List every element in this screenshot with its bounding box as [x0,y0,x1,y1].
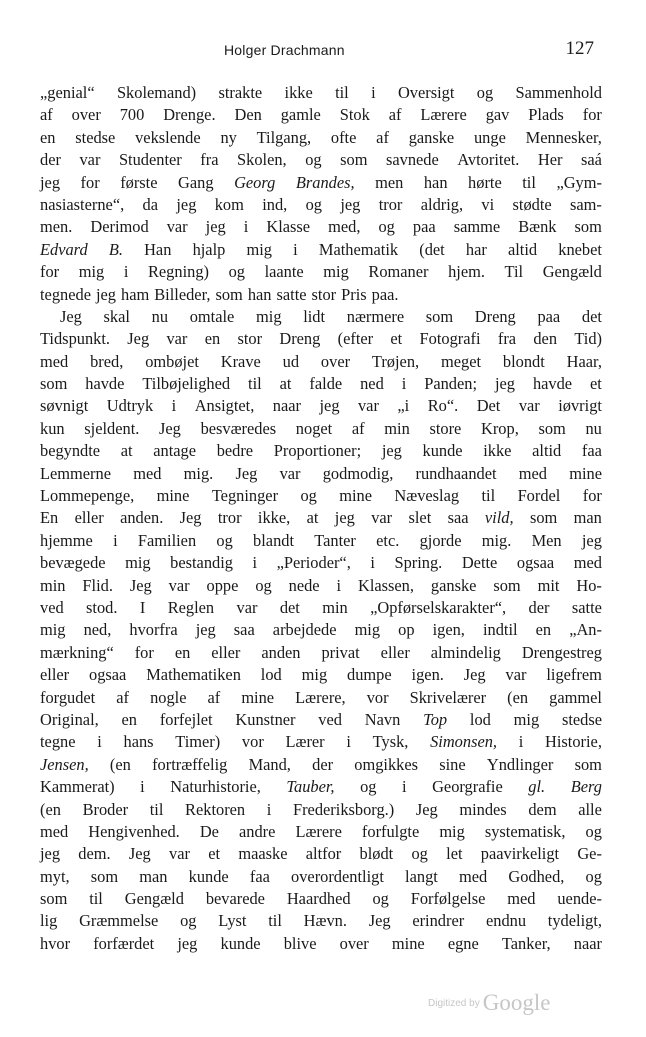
text-line: begyndte at antage bedre Proportioner; jeg kunde ikke altid faa [40,441,602,461]
text-line: med Hengivenhed. De andre Lærere forfulgte mig systematisk, og [40,821,602,841]
text-line: af over 700 Drenge. Den gamle Stok af Lærere gav Plads for [40,105,602,125]
text-line: Kammerat) i Naturhistorie, Tauber, og i Georgrafie gl. Berg [40,777,602,797]
text-line: En eller anden. Jeg tror ikke, at jeg var slet saa vild, som man [40,508,602,528]
text-line: jeg for første Gang Georg Brandes, men han hørte til „Gym- [40,172,602,192]
text-line: søvnigt Udtryk i Ansigtet, naar jeg var „i Ro“. Det var iøvrigt [40,396,602,416]
text-line: som til Gengæld bevarede Haardhed og Forfølgelse med uende- [40,889,602,909]
text-line: lig Græmmelse og Lyst til Hævn. Jeg erindrer endnu tydeligt, [40,911,602,931]
text-line: Tidspunkt. Jeg var en stor Dreng (efter et Fotografi fra den Tid) [40,329,602,349]
text-line: en stedse vekslende ny Tilgang, ofte af ganske unge Mennesker, [40,127,602,147]
text-line: jeg dem. Jeg var et maaske altfor blødt og let paavirkeligt Ge- [40,844,602,864]
text-line: nasiasterne“, da jeg kom ind, og jeg tror aldrig, vi stødte sam- [40,194,602,214]
digitized-watermark [428,990,550,1016]
text-line: bevægede mig bestandig i „Perioder“, i Spring. Dette ogsaa med [40,553,602,573]
text-line: Jensen, (en fortræffelig Mand, der omgikkes sine Yndlinger som [40,754,602,774]
text-line: men. Derimod var jeg i Klasse med, og paa samme Bænk som [40,217,602,237]
text-line: myt, som man kunde faa overordentligt langt med Godhed, og [40,866,602,886]
text-line: Edvard B. Han hjalp mig i Mathematik (det har altid knebet [40,239,602,259]
text-line: med bred, ombøjet Krave ud over Trøjen, meget blondt Haar, [40,351,602,371]
text-line: hvor forfærdet jeg kunde blive over mine egne Tanker, naar [40,933,602,953]
text-line: mærkning“ for en eller anden privat eller almindelig Drengestreg [40,642,602,662]
text-line: for mig i Regning) og laante mig Romaner hjem. Til Gengæld [40,262,602,282]
text-line: tegne i hans Timer) vor Lærer i Tysk, Simonsen, i Historie, [40,732,602,752]
text-line: kun sjeldent. Jeg besværedes noget af min store Krop, som nu [40,418,602,438]
text-line: „genial“ Skolemand) strakte ikke til i Oversigt og Sammenhold [40,83,602,102]
text-line: tegnede jeg ham Billeder, som han satte stor Pris paa. [40,284,399,304]
text-line: Lemmerne med mig. Jeg var godmodig, rundhaandet med mine [40,463,602,483]
text-line: mig ned, hvorfra jeg saa arbejdede mig op igen, indtil en „An- [40,620,602,640]
body-text [40,82,602,955]
text-line: hjemme i Familien og blandt Tanter etc. gjorde mig. Men jeg [40,530,602,550]
text-line: ved stod. I Reglen var det min „Opførselskarakter“, der satte [40,597,602,617]
text-line: Original, en forfejlet Kunstner ved Navn Top lod mig stedse [40,709,602,729]
text-line: (en Broder til Rektoren i Frederiksborg.) Jeg mindes dem alle [40,799,602,819]
text-line: Jeg skal nu omtale mig lidt nærmere som Dreng paa det [60,306,602,326]
text-line: min Flid. Jeg var oppe og nede i Klassen, ganske som mit Ho- [40,575,602,595]
text-line: Lommepenge, mine Tegninger og mine Næveslag til Fordel for [40,486,602,506]
running-header [40,38,600,62]
text-line: der var Studenter fra Skolen, og som savnede Avtoritet. Her saá [40,150,602,170]
text-line: eller ogsaa Mathematiken lod mig dumpe igen. Jeg var ligefrem [40,665,602,685]
page-number: 127 [565,38,594,59]
running-head-title: Holger Drachmann [224,42,345,58]
text-line: forgudet af nogle af mine Lærere, vor Skrivelærer (en gammel [40,687,602,707]
text-line: som havde Tilbøjelighed til at falde ned i Panden; jeg havde et [40,374,602,394]
google-logo: Google [482,990,551,1015]
digitized-label: Digitized by [428,998,480,1009]
